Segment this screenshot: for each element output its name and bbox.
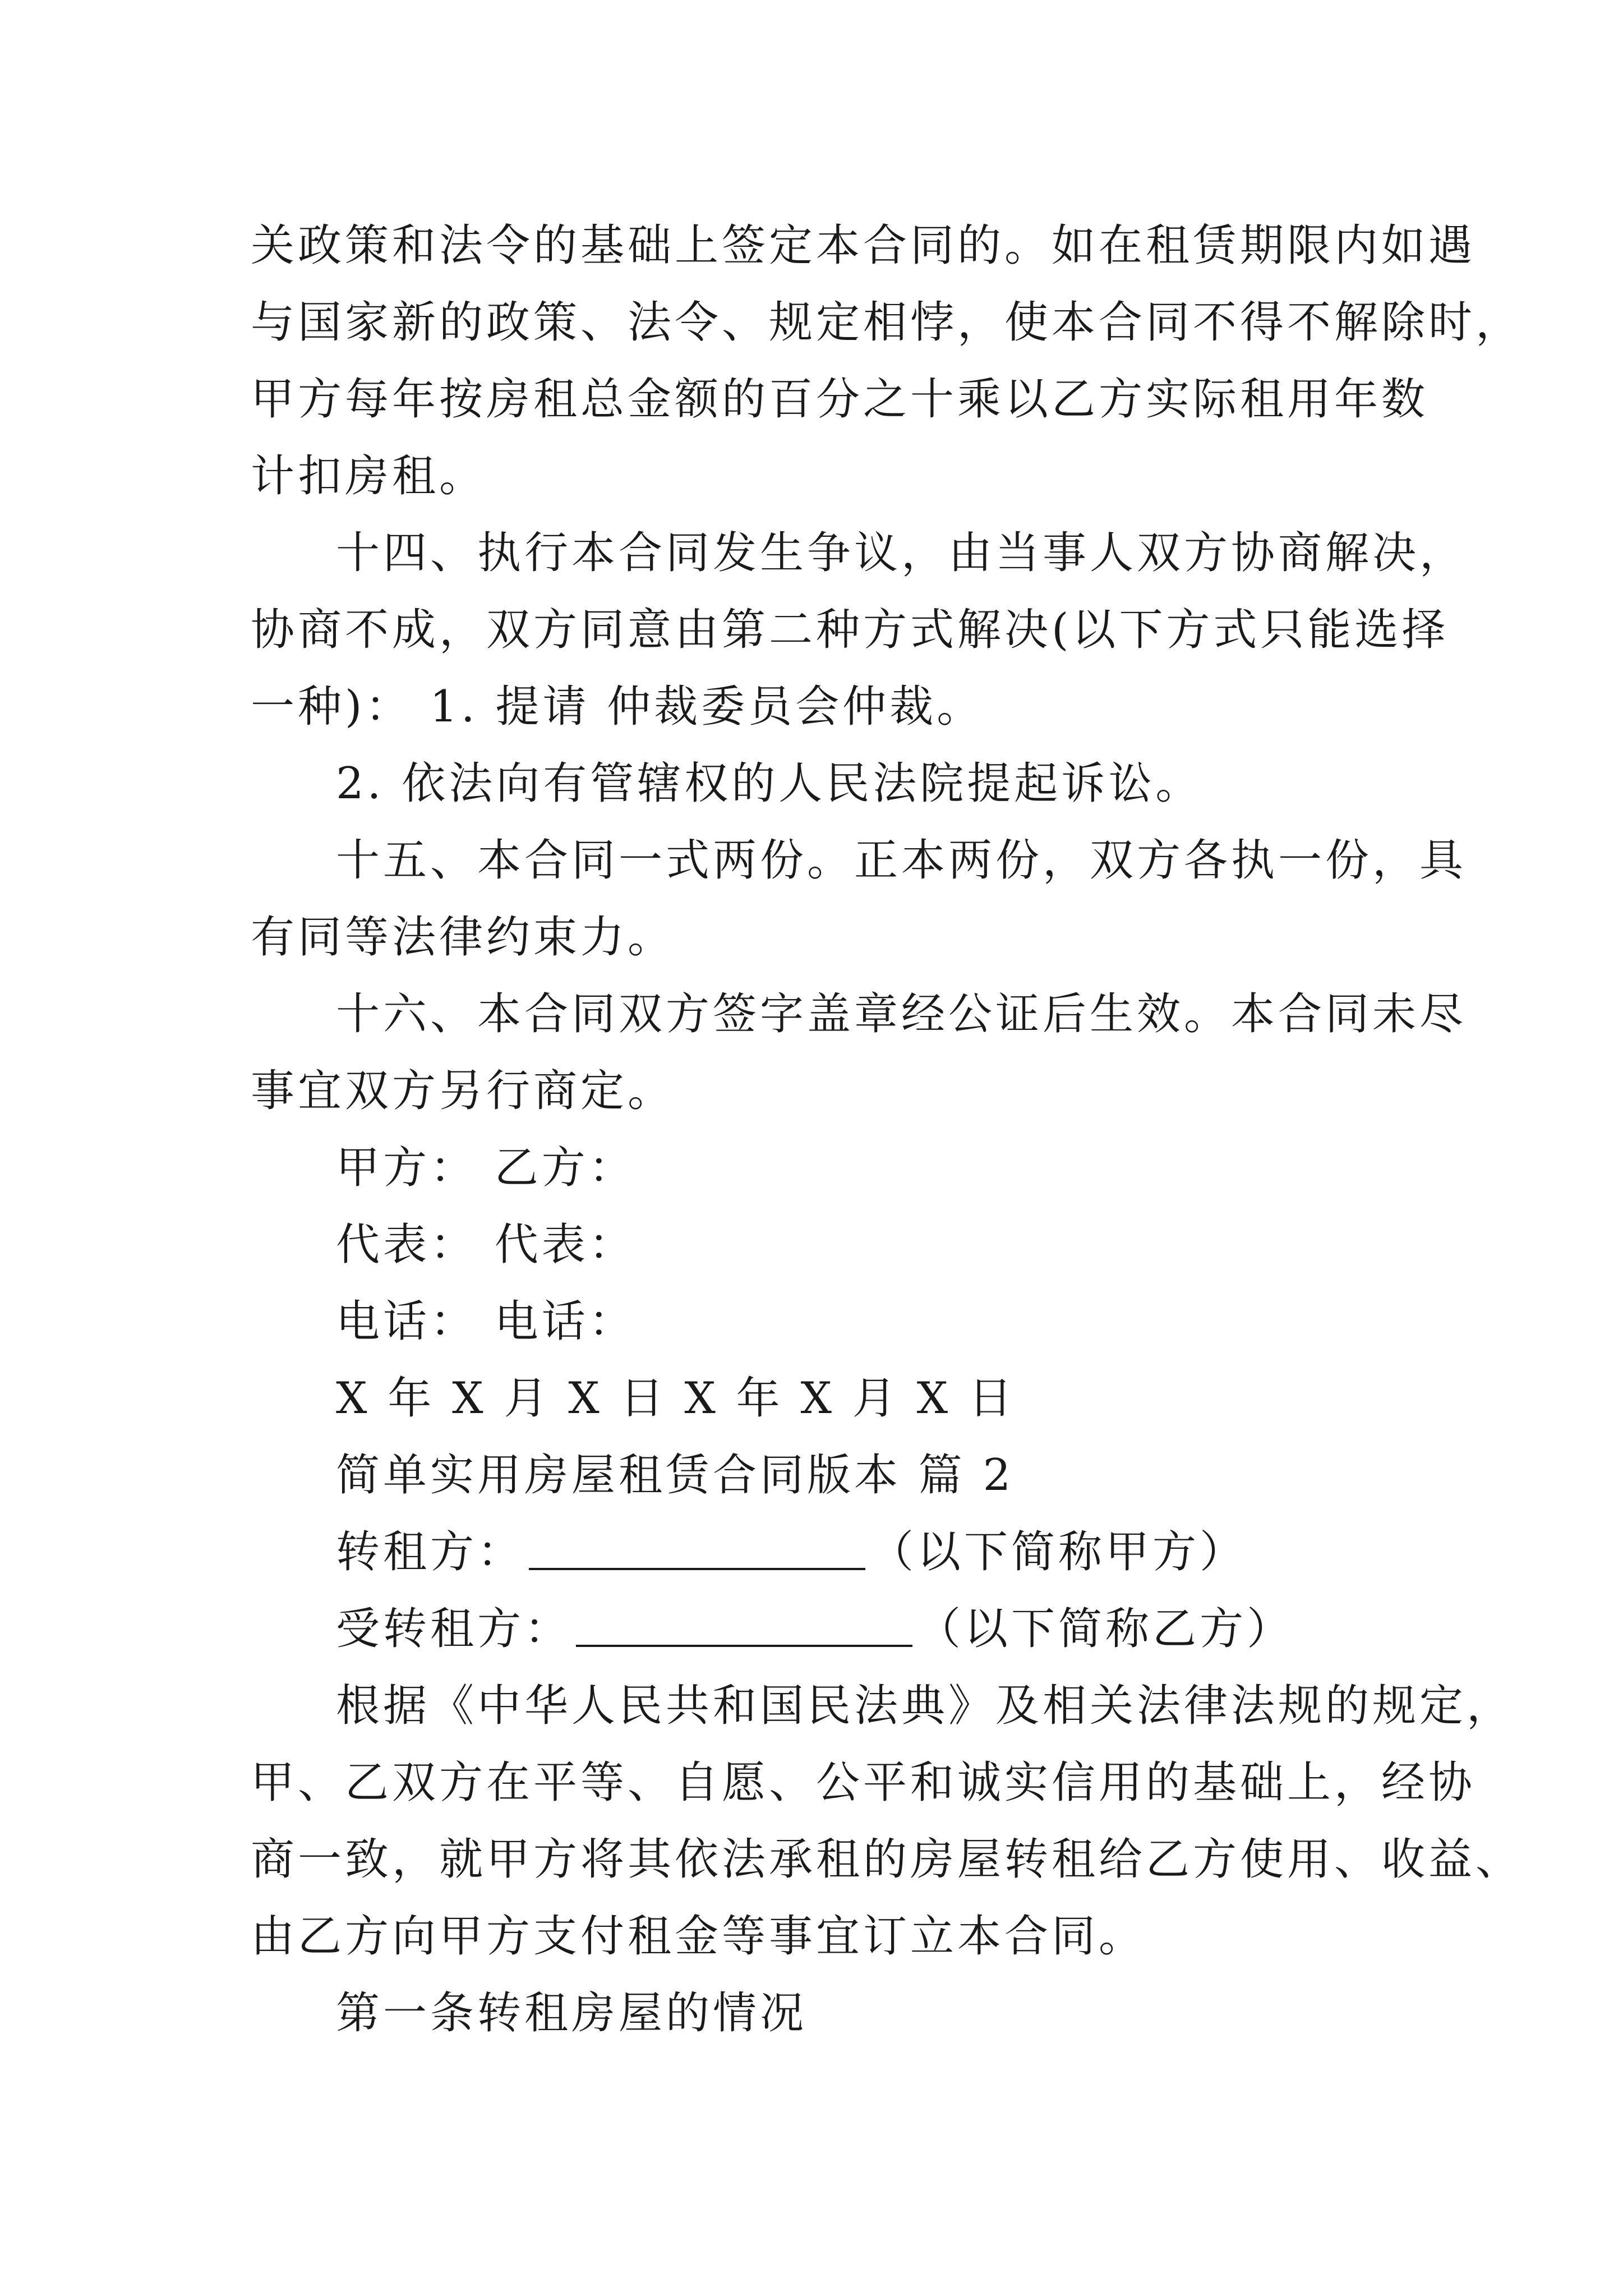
clause-16-line: 十六、本合同双方签字盖章经公证后生效。本合同未尽 bbox=[336, 989, 1467, 1039]
section-title: 简单实用房屋租赁合同版本 篇 2 bbox=[336, 1450, 1015, 1501]
sublease-to-label: 受转租方： bbox=[336, 1604, 572, 1654]
representative-line: 代表： 代表： bbox=[336, 1220, 636, 1270]
sublease-from-blank bbox=[529, 1529, 865, 1570]
clause-15-line: 十五、本合同一式两份。正本两份，双方各执一份，具 bbox=[336, 835, 1467, 886]
clause-14-option-2: 2. 依法向有管辖权的人民法院提起诉讼。 bbox=[336, 758, 1203, 809]
preamble-line: 由乙方向甲方支付租金等事宜订立本合同。 bbox=[251, 1911, 1146, 1962]
clause-16-line: 事宜双方另行商定。 bbox=[251, 1066, 675, 1116]
sublease-from-line bbox=[251, 1514, 1395, 1591]
sublease-to-note: （以下简称乙方） bbox=[917, 1604, 1294, 1654]
article-1-heading: 第一条转租房屋的情况 bbox=[336, 1988, 808, 2039]
clause-14-line: 一种)： 1. 提请 仲裁委员会仲裁。 bbox=[251, 682, 984, 732]
paragraph-line: 与国家新的政策、法令、规定相悖，使本合同不得不解除时， bbox=[251, 297, 1523, 348]
sublease-to-blank bbox=[576, 1605, 912, 1647]
sublease-from-note: （以下简称甲方） bbox=[870, 1527, 1247, 1577]
paragraph-line: 甲方每年按房租总金额的百分之十乘以乙方实际租用年数 bbox=[251, 374, 1429, 425]
preamble-line: 商一致，就甲方将其依法承租的房屋转租给乙方使用、收益、 bbox=[251, 1834, 1523, 1885]
party-line: 甲方： 乙方： bbox=[336, 1143, 636, 1193]
phone-line: 电话： 电话： bbox=[336, 1296, 636, 1347]
clause-14-line: 协商不成，双方同意由第二种方式解决(以下方式只能选择 bbox=[251, 605, 1449, 655]
date-line: X 年 X 月 X 日 X 年 X 月 X 日 bbox=[336, 1373, 1016, 1424]
clause-14-line: 十四、执行本合同发生争议，由当事人双方协商解决， bbox=[336, 528, 1467, 578]
sublease-from-label: 转租方： bbox=[336, 1527, 525, 1577]
paragraph-line: 计扣房租。 bbox=[251, 451, 487, 501]
document-body bbox=[251, 208, 1523, 2052]
preamble-line: 甲、乙双方在平等、自愿、公平和诚实信用的基础上，经协 bbox=[251, 1757, 1476, 1808]
clause-15-line: 有同等法律约束力。 bbox=[251, 912, 675, 963]
paragraph-line: 关政策和法令的基础上签定本合同的。如在租赁期限内如遇 bbox=[251, 220, 1476, 271]
sublease-to-line bbox=[251, 1591, 1395, 1668]
preamble-line: 根据《中华人民共和国民法典》及相关法律法规的规定， bbox=[336, 1681, 1514, 1731]
